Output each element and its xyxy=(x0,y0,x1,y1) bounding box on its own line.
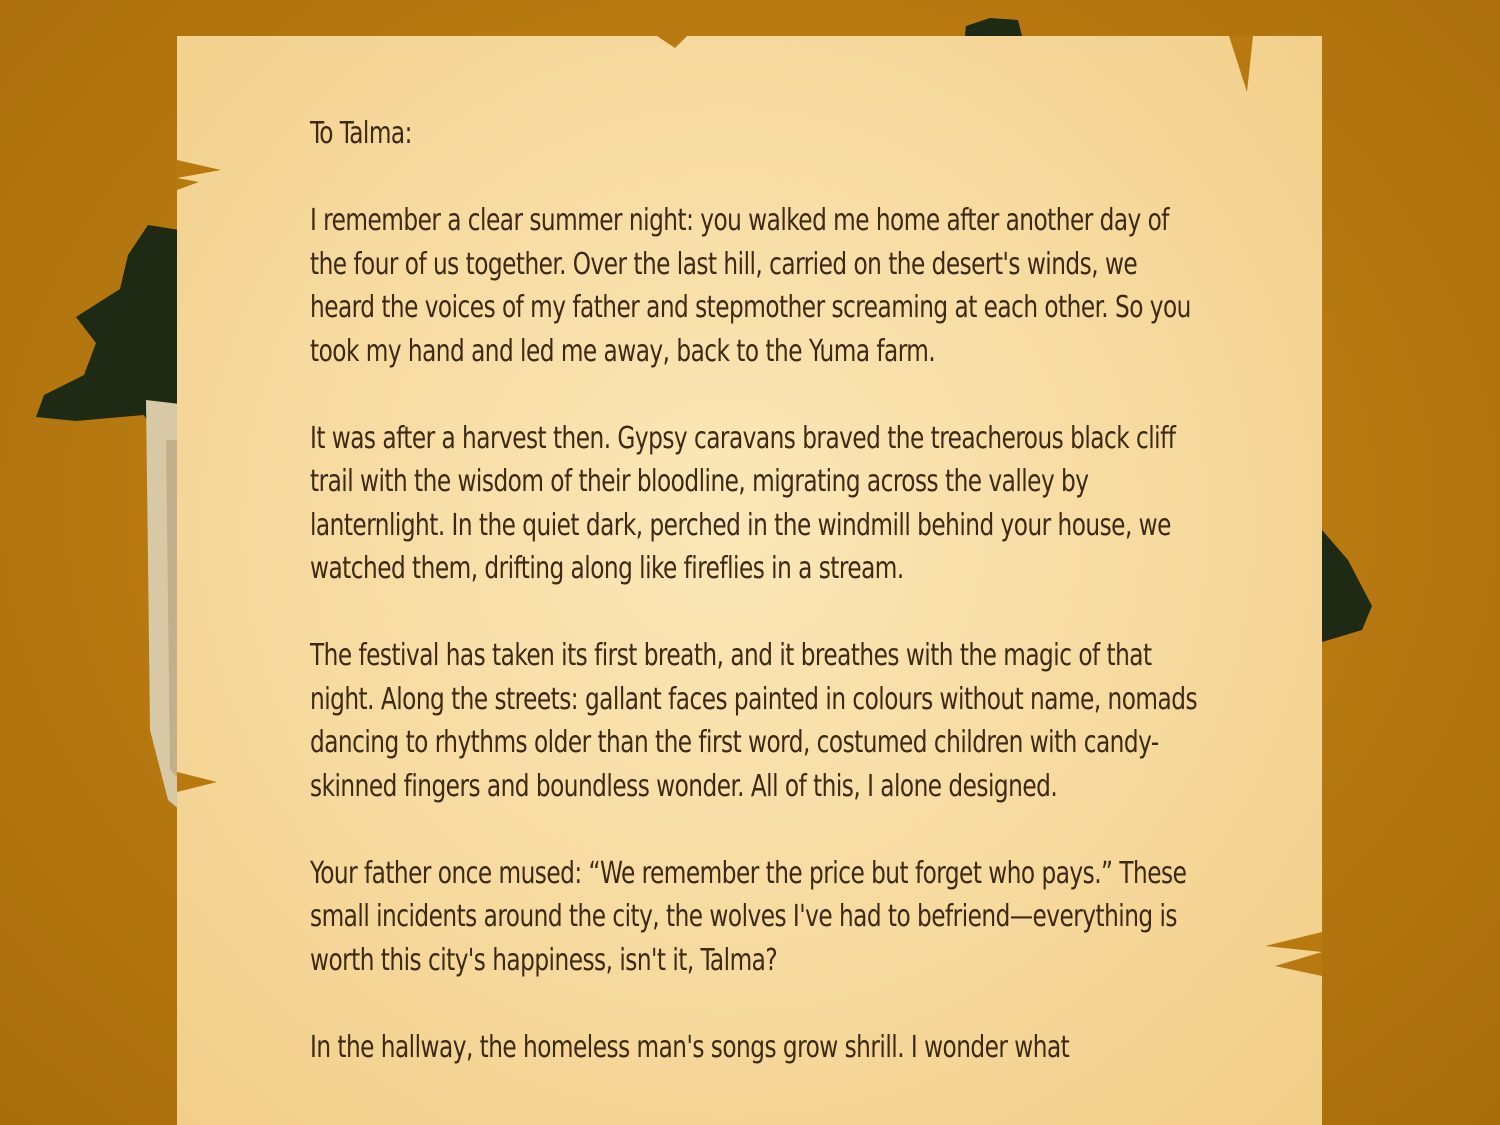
paper-tear xyxy=(1265,932,1322,976)
paper-tear xyxy=(177,772,217,792)
letter-paragraph: Your father once mused: “We remember the price but forget who pays.” These small incidents around the city, the wolves I've had to befriend—everything is worth this city's happiness, isn't it, Talma? xyxy=(310,855,1187,978)
paper-tear xyxy=(177,160,221,190)
letter-paragraph: It was after a harvest then. Gypsy caravans braved the treacherous black cliff trail with the wisdom of their bloodline, migrating across the valley by lanternlight. In the quiet dark, perched in the windmill behind your house, we watched them, drifting along like fireflies in a stream. xyxy=(310,420,1176,586)
letter-salutation: To Talma: xyxy=(310,116,412,151)
paper-tear xyxy=(1229,36,1253,92)
letter-paragraph: I remember a clear summer night: you walked me home after another day of the four of us together. Over the last hill, carried on the desert's winds, we heard the voices of my father and stepmother screaming at each other. So you took my hand and led me away, back to the Yuma farm. xyxy=(310,203,1191,369)
letter-paragraph: In the hallway, the homeless man's songs grow shrill. I wonder what xyxy=(310,1029,1070,1065)
letter-body xyxy=(310,112,1210,1113)
letter-paragraph: The festival has taken its first breath, and it breathes with the magic of that night. Along the streets: gallant faces painted in colours without name, nomads dancing to rhythms older than the first word, costumed children with candy-skinned fingers and boundless wonder. All of this, I alone designed. xyxy=(310,638,1198,804)
letter-paper xyxy=(177,36,1322,1125)
paper-tear xyxy=(657,36,687,50)
